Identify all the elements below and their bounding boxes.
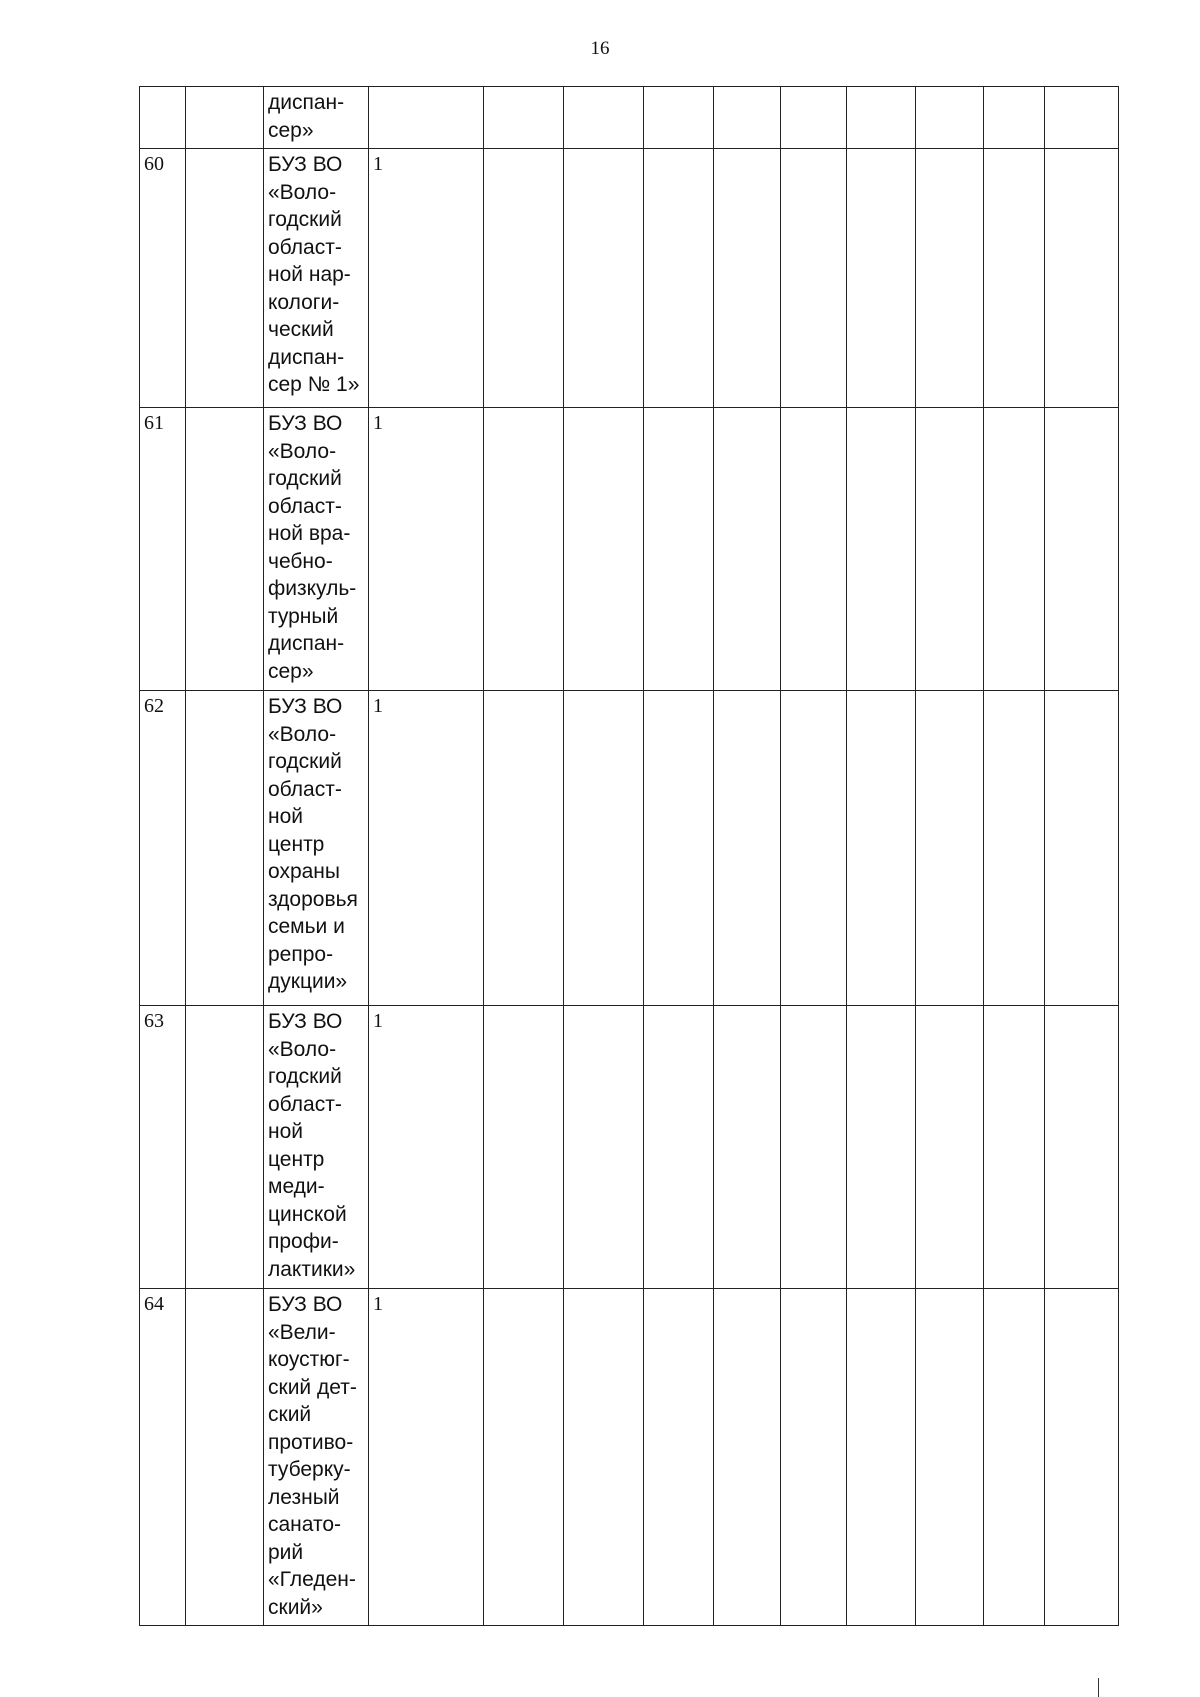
empty-cell bbox=[847, 1289, 916, 1626]
table-row bbox=[140, 149, 1119, 408]
institution-name-cell: БУЗ ВО «Воло- годский област- ной центр меди- цинской профи- лактики» bbox=[264, 1006, 369, 1289]
empty-cell bbox=[984, 1006, 1045, 1289]
empty-cell bbox=[847, 691, 916, 1006]
empty-cell bbox=[564, 149, 644, 408]
empty-cell bbox=[484, 87, 564, 149]
empty-cell bbox=[186, 149, 264, 408]
institution-name-cell: БУЗ ВО «Воло- годский област- ной нар- кологи- ческий диспан- сер № 1» bbox=[264, 149, 369, 408]
empty-cell bbox=[564, 1006, 644, 1289]
page-number: 16 bbox=[590, 38, 610, 59]
empty-cell bbox=[186, 1006, 264, 1289]
empty-cell bbox=[484, 691, 564, 1006]
empty-cell bbox=[644, 149, 714, 408]
row-number-cell: 60 bbox=[140, 149, 186, 408]
empty-cell bbox=[916, 1289, 984, 1626]
count-cell: 1 bbox=[369, 1006, 484, 1289]
empty-cell bbox=[984, 408, 1045, 691]
count-cell: 1 bbox=[369, 408, 484, 691]
empty-cell bbox=[644, 1006, 714, 1289]
empty-cell bbox=[644, 691, 714, 1006]
empty-cell bbox=[484, 408, 564, 691]
empty-cell bbox=[1045, 87, 1119, 149]
empty-cell bbox=[781, 1289, 847, 1626]
row-number-cell: 64 bbox=[140, 1289, 186, 1626]
empty-cell bbox=[1045, 691, 1119, 1006]
empty-cell bbox=[984, 691, 1045, 1006]
scan-mark bbox=[1098, 1678, 1099, 1697]
empty-cell bbox=[916, 87, 984, 149]
count-cell: 1 bbox=[369, 1289, 484, 1626]
empty-cell bbox=[781, 1006, 847, 1289]
empty-cell bbox=[847, 87, 916, 149]
empty-cell bbox=[847, 408, 916, 691]
empty-cell bbox=[644, 87, 714, 149]
count-cell: 1 bbox=[369, 149, 484, 408]
table-row bbox=[140, 87, 1119, 149]
empty-cell bbox=[186, 1289, 264, 1626]
empty-cell bbox=[484, 1289, 564, 1626]
institution-name-cell: БУЗ ВО «Вели- коустюг- ский дет- ский противо- туберку- лезный санато- рий «Гледен- ский» bbox=[264, 1289, 369, 1626]
empty-cell bbox=[644, 408, 714, 691]
empty-cell bbox=[1045, 1289, 1119, 1626]
empty-cell bbox=[847, 1006, 916, 1289]
empty-cell bbox=[781, 408, 847, 691]
table-row bbox=[140, 1006, 1119, 1289]
empty-cell bbox=[1045, 408, 1119, 691]
row-number-cell: 63 bbox=[140, 1006, 186, 1289]
count-cell: 1 bbox=[369, 691, 484, 1006]
empty-cell bbox=[186, 408, 264, 691]
empty-cell bbox=[714, 87, 781, 149]
empty-cell bbox=[916, 408, 984, 691]
empty-cell bbox=[714, 149, 781, 408]
table-row bbox=[140, 1289, 1119, 1626]
empty-cell bbox=[186, 87, 264, 149]
empty-cell bbox=[714, 1289, 781, 1626]
empty-cell bbox=[564, 87, 644, 149]
count-cell bbox=[369, 87, 484, 149]
empty-cell bbox=[1045, 1006, 1119, 1289]
empty-cell bbox=[916, 149, 984, 408]
empty-cell bbox=[186, 691, 264, 1006]
empty-cell bbox=[916, 691, 984, 1006]
empty-cell bbox=[916, 1006, 984, 1289]
empty-cell bbox=[484, 1006, 564, 1289]
empty-cell bbox=[781, 87, 847, 149]
row-number-cell: 61 bbox=[140, 408, 186, 691]
empty-cell bbox=[714, 408, 781, 691]
empty-cell bbox=[1045, 149, 1119, 408]
empty-cell bbox=[484, 149, 564, 408]
institutions-table bbox=[139, 86, 1119, 1626]
empty-cell bbox=[984, 149, 1045, 408]
empty-cell bbox=[564, 1289, 644, 1626]
empty-cell bbox=[644, 1289, 714, 1626]
row-number-cell: 62 bbox=[140, 691, 186, 1006]
empty-cell bbox=[847, 149, 916, 408]
institution-name-cell: БУЗ ВО «Воло- годский област- ной центр охраны здоровья семьи и репро- дукции» bbox=[264, 691, 369, 1006]
table-row bbox=[140, 691, 1119, 1006]
empty-cell bbox=[781, 691, 847, 1006]
row-number-cell bbox=[140, 87, 186, 149]
table-row bbox=[140, 408, 1119, 691]
empty-cell bbox=[564, 691, 644, 1006]
empty-cell bbox=[714, 691, 781, 1006]
empty-cell bbox=[984, 87, 1045, 149]
institution-name-cell: БУЗ ВО «Воло- годский област- ной вра- чебно- физкуль- турный диспан- сер» bbox=[264, 408, 369, 691]
empty-cell bbox=[781, 149, 847, 408]
empty-cell bbox=[714, 1006, 781, 1289]
empty-cell bbox=[564, 408, 644, 691]
institution-name-cell: диспан- сер» bbox=[264, 87, 369, 149]
empty-cell bbox=[984, 1289, 1045, 1626]
